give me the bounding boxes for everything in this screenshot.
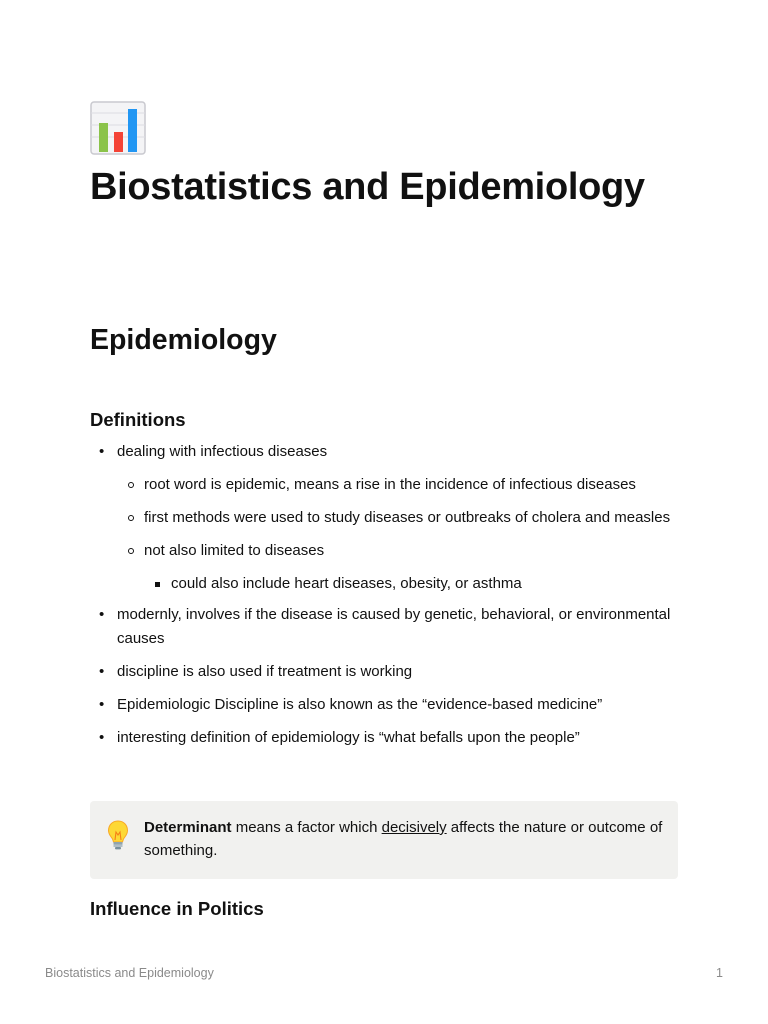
- list-item-text: could also include heart diseases, obesity, or asthma: [171, 575, 522, 592]
- callout-text-part: means a factor which: [231, 819, 382, 836]
- callout-text-part: affects the nature or outcome of something.: [144, 819, 663, 859]
- footer-title: Biostatistics and Epidemiology: [45, 966, 214, 980]
- definitions-list: [90, 440, 680, 759]
- list-item-text: root word is epidemic, means a rise in the incidence of infectious diseases: [144, 476, 636, 493]
- list-item: [90, 506, 680, 530]
- list-item: [90, 603, 680, 650]
- subheading-influence-in-politics: Influence in Politics: [90, 898, 264, 919]
- determinant-callout: [90, 801, 678, 879]
- page-title: Biostatistics and Epidemiology: [90, 166, 645, 208]
- list-item-text: not also limited to diseases: [144, 542, 325, 559]
- bullet-circle-icon: [128, 482, 134, 488]
- bar-chart-emoji-icon: [90, 101, 146, 155]
- callout-underlined-word: decisively: [381, 819, 447, 836]
- bullet-disc-icon: •: [99, 662, 105, 680]
- list-item-text: discipline is also used if treatment is working: [117, 662, 413, 680]
- list-item: [90, 572, 680, 596]
- callout-text: [144, 816, 664, 862]
- list-item: [90, 473, 680, 497]
- list-item: [90, 660, 680, 684]
- list-item: [90, 539, 680, 563]
- list-item-text: modernly, involves if the disease is caused by genetic, behavioral, or environmental causes: [117, 606, 671, 647]
- bullet-disc-icon: •: [99, 695, 105, 713]
- callout-term: Determinant: [144, 819, 232, 836]
- list-item: [90, 726, 680, 750]
- footer-page-number: 1: [716, 966, 723, 980]
- list-item-text: first methods were used to study diseases or outbreaks of cholera and measles: [144, 509, 671, 526]
- list-item-text: Epidemiologic Discipline is also known as the “evidence-based medicine”: [117, 695, 603, 713]
- bullet-circle-icon: [128, 515, 134, 521]
- list-item-text: interesting definition of epidemiology is “what befalls upon the people”: [117, 728, 580, 746]
- subheading-definitions: Definitions: [90, 409, 186, 430]
- list-item-text: dealing with infectious diseases: [117, 443, 328, 460]
- section-heading-epidemiology: Epidemiology: [90, 324, 277, 356]
- bullet-disc-icon: •: [99, 728, 105, 746]
- list-item: [90, 440, 680, 464]
- bullet-circle-icon: [128, 548, 134, 554]
- list-item: [90, 693, 680, 717]
- bullet-square-icon: [155, 582, 160, 587]
- bullet-disc-icon: •: [99, 443, 105, 460]
- lightbulb-icon: [106, 819, 130, 851]
- bullet-disc-icon: •: [99, 606, 105, 623]
